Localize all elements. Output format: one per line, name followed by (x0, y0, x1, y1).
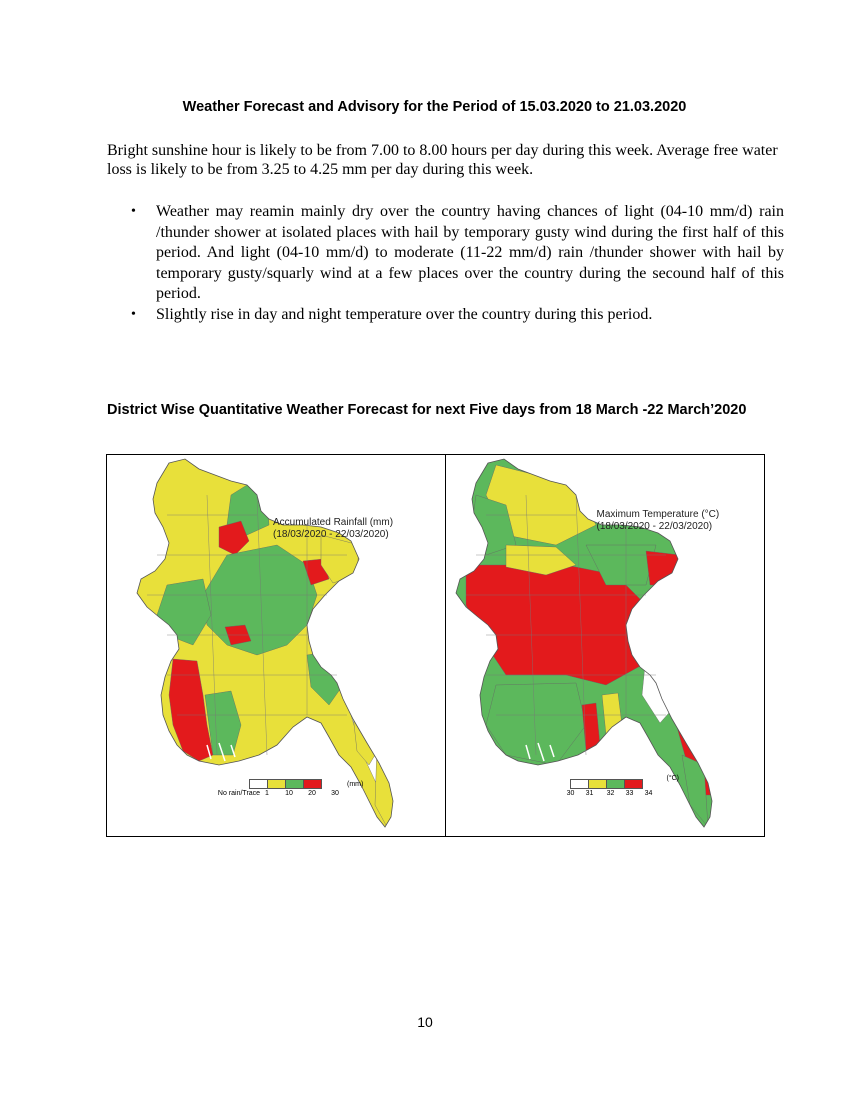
bullet-dot: • (131, 204, 136, 219)
maps-table (106, 454, 765, 837)
rainfall-legend-label: 1 (265, 790, 269, 797)
bullet-dot: • (131, 306, 136, 322)
temperature-legend-box (570, 779, 589, 789)
temperature-legend-unit: (°C) (666, 775, 680, 782)
rainfall-legend-box (267, 779, 286, 789)
rainfall-legend-label: No rain/Trace (217, 790, 261, 797)
rainfall-legend-box (249, 779, 268, 789)
temperature-legend-label: 30 (566, 790, 575, 797)
temperature-map-title: Maximum Temperature (°C) (18/03/2020 - 22/03/2020) (596, 509, 720, 532)
advisory-bullets (107, 202, 784, 325)
rainfall-legend-box (303, 779, 322, 789)
temperature-legend-box (624, 779, 643, 789)
temperature-legend-label: 32 (606, 790, 615, 797)
rainfall-legend-box (285, 779, 304, 789)
bullet-item (107, 202, 784, 305)
temperature-legend-label: 31 (585, 790, 594, 797)
intro-paragraph: Bright sunshine hour is likely to be from 7.00 to 8.00 hours per day during this week. Average free water loss is likely to be from 3.25 to 4.25 mm per day during this week. (107, 142, 778, 178)
temperature-legend-label: 33 (625, 790, 634, 797)
rainfall-legend-label: 20 (308, 790, 316, 797)
document-title: Weather Forecast and Advisory for the Period of 15.03.2020 to 21.03.2020 (182, 99, 687, 115)
temperature-legend-box (606, 779, 625, 789)
rainfall-map-title: Accumulated Rainfall (mm) (18/03/2020 - 22/03/2020) (273, 517, 394, 540)
page-number: 10 (417, 1014, 433, 1030)
rainfall-legend-label: 30 (331, 790, 339, 797)
temperature-legend (566, 775, 680, 800)
bullet-text: Weather may reamin mainly dry over the country having chances of light (04-10 mm/d) rain /thunder shower at isolated places with hail by temporary gusty wind during the first half of this period. And light (04-10 mm/d) to moderate (11-22 mm/d) rain /thunder shower with hail by temporary gusty/squarly wind at a few places over the country during the secound half of this period. (156, 203, 784, 302)
rainfall-legend (217, 779, 364, 800)
bullet-text: Slightly rise in day and night temperature over the country during this period. (156, 305, 653, 323)
temperature-legend-label: 34 (644, 790, 653, 797)
bullet-item (107, 305, 784, 326)
rainfall-map-panel (107, 455, 446, 836)
temperature-map-panel (446, 455, 764, 836)
rainfall-legend-unit: (mm) (347, 781, 364, 788)
section-title: District Wise Quantitative Weather Forecast for next Five days from 18 March -22 March’2020 (107, 402, 747, 418)
temperature-legend-box (588, 779, 607, 789)
rainfall-legend-label: 10 (285, 790, 293, 797)
